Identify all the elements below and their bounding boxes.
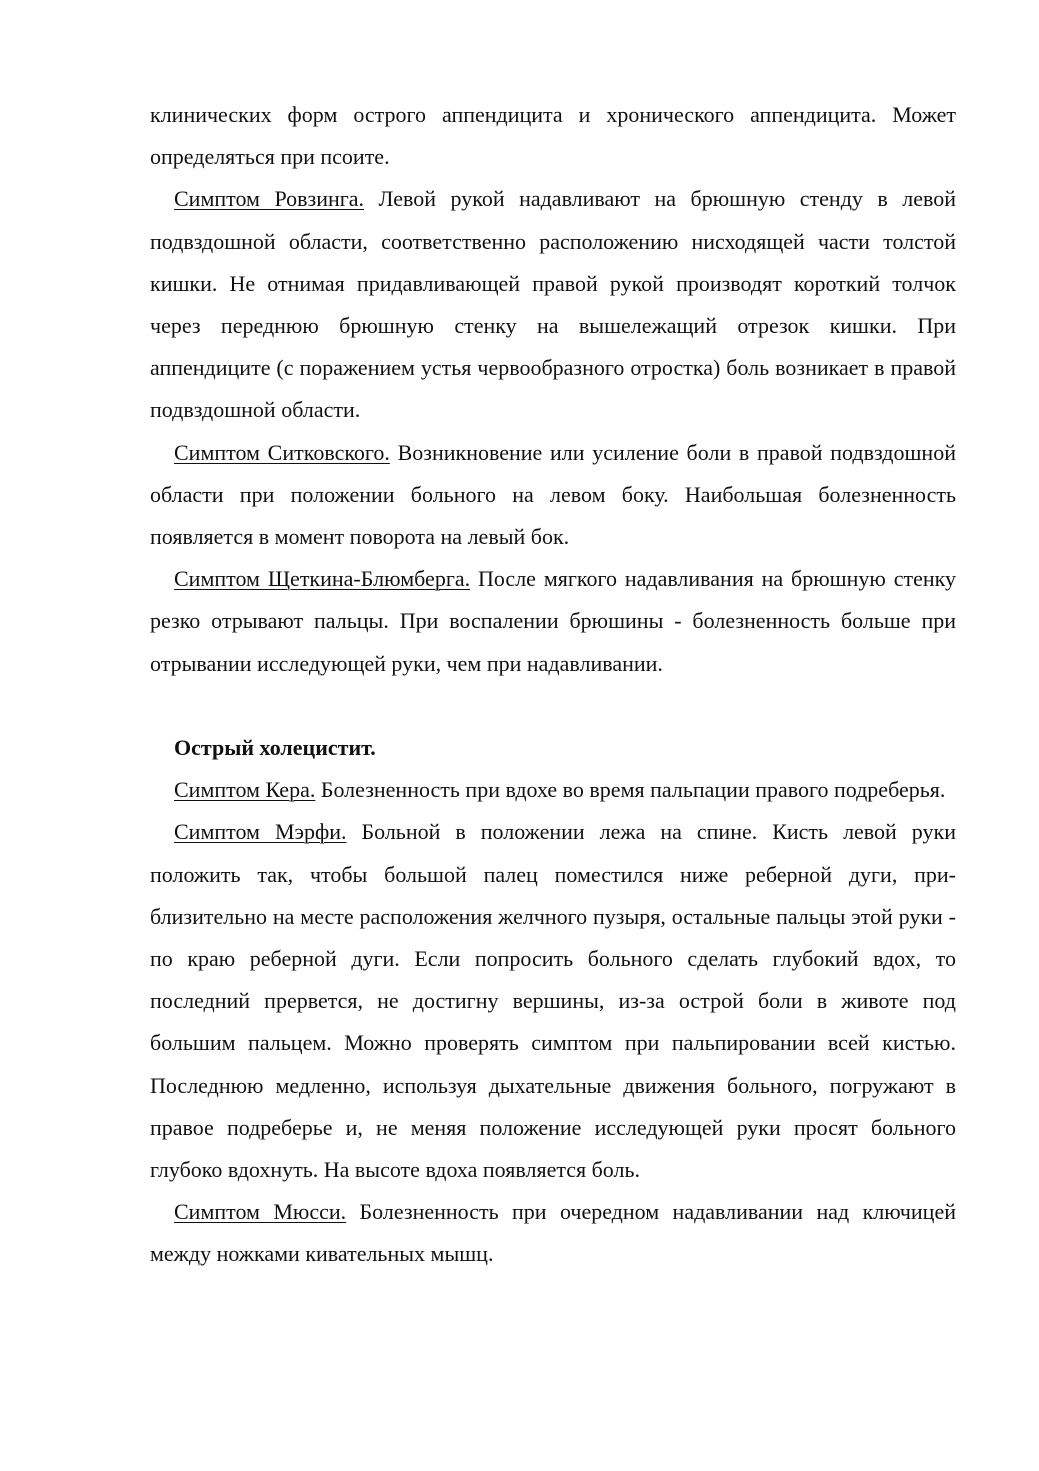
paragraph-text: Болезненность при очередном надавливании над ключицей между ножками кивательных мышц. bbox=[150, 1199, 956, 1267]
symptom-term-sitkovsky: Симптом Ситковского. bbox=[174, 439, 390, 465]
paragraph-appendicitis-forms bbox=[150, 94, 956, 178]
paragraph-text: Больной в положении лежа на спине. Кисть левой руки положить так, чтобы большой палец поместился ниже реберной дуги, приблизительно на месте расположения желчного пузыря, остальные пальцы этой руки - по краю реберной дуги. Если попросить больного сделать глубокий вдох, то последний прервется, не достигну вершины, из-за острой боли в животе под большим пальцем. Можно проверять симптом при пальпировании всей кистью. Последнюю медленно, используя дыхательные движения больного, погружают в правое подреберье и, не меняя положение исследующей руки просят больного глубоко вдохнуть. На высоте вдоха появляется боль. bbox=[150, 819, 956, 1183]
paragraph-sitkovsky-sign bbox=[150, 432, 956, 559]
paragraph-text: Болезненность при вдохе во время пальпации правого подреберья. bbox=[315, 777, 946, 803]
paragraph-shchetkin-blumberg-sign bbox=[150, 558, 956, 685]
symptom-term-ker: Симптом Кера. bbox=[174, 777, 316, 803]
paragraph-murphy-sign bbox=[150, 811, 956, 1191]
paragraph-mussy-sign bbox=[150, 1191, 956, 1275]
paragraph-text: Левой рукой надавливают на брюшную стенду в левой подвздошной области, соответственно расположению нисходящей части толстой кишки. Не отнимая придавливающей правой рукой производят короткий толчок через переднюю брюшную стенку на вышележащий отрезок кишки. При аппендиците (с поражением устья червообразного отростка) боль возникает в правой подвздошной области. bbox=[150, 186, 956, 423]
section-heading: Острый холецистит. bbox=[174, 735, 376, 761]
symptom-term-mussy: Симптом Мюсси. bbox=[174, 1199, 347, 1225]
paragraph-ker-sign bbox=[150, 769, 956, 811]
paragraph-text: клинических форм острого аппендицита и хронического аппендицита. Может определяться при псоите. bbox=[150, 102, 956, 170]
symptom-term-murphy: Симптом Мэрфи. bbox=[174, 819, 347, 845]
blank-line bbox=[150, 685, 956, 727]
paragraph-text: Возникновение или усиление боли в правой подвздошной области при положении больного на левом боку. Наибольшая болезненность появляется в момент поворота на левый бок. bbox=[150, 439, 956, 550]
paragraph-rovsing-sign bbox=[150, 178, 956, 431]
document-body bbox=[150, 94, 956, 1276]
symptom-term-rovsing: Симптом Ровзинга. bbox=[174, 186, 365, 212]
symptom-term-shchetkin-blumberg: Симптом Щеткина-Блюмберга. bbox=[174, 566, 471, 592]
paragraph-text: После мягкого надавливания на брюшную стенку резко отрывают пальцы. При воспалении брюшины - болезненность больше при отрывании исследующей руки, чем при надавливании. bbox=[150, 566, 956, 676]
